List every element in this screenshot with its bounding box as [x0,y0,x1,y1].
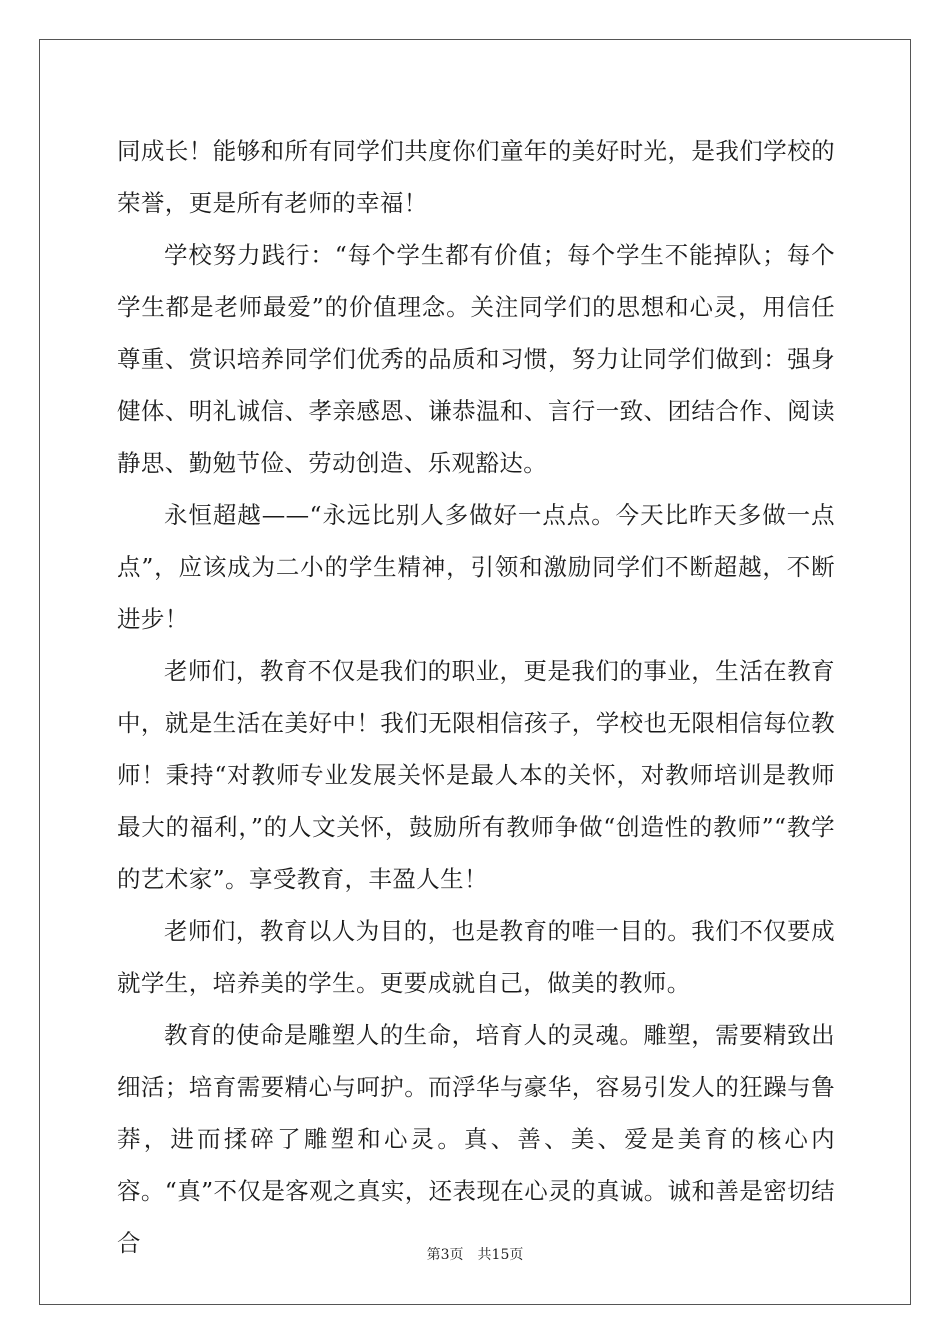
paragraph-5: 老师们，教育以人为目的，也是教育的唯一目的。我们不仅要成就学生，培养美的学生。更要成就自己，做美的教师。 [117,917,835,997]
page-total: 共15页 [477,1247,524,1263]
page-number: 第3页 [426,1247,464,1263]
page-footer [0,1244,950,1264]
paragraph-6: 教育的使命是雕塑人的生命，培育人的灵魂。雕塑，需要精致出细活；培育需要精心与呵护。而浮华与豪华，容易引发人的狂躁与鲁莽，进而揉碎了雕塑和心灵。真、善、美、爱是美育的核心内容。“真”不仅是客观之真实，还表现在心灵的真诚。诚和善是密切结合 [117,1021,835,1257]
paragraph-4: 老师们，教育不仅是我们的职业，更是我们的事业，生活在教育中，就是生活在美好中！我们无限相信孩子，学校也无限相信每位教师！秉持“对教师专业发展关怀是最人本的关怀，对教师培训是教师最大的福利，”的人文关怀，鼓励所有教师争做“创造性的教师”“教学的艺术家”。享受教育，丰盈人生！ [117,657,835,893]
paragraph-2: 学校努力践行：“每个学生都有价值；每个学生不能掉队；每个学生都是老师最爱”的价值理念。关注同学们的思想和心灵，用信任尊重、赏识培养同学们优秀的品质和习惯，努力让同学们做到：强身健体、明礼诚信、孝亲感恩、谦恭温和、言行一致、团结合作、阅读静思、勤勉节俭、劳动创造、乐观豁达。 [117,241,835,477]
paragraph-1: 同成长！能够和所有同学们共度你们童年的美好时光，是我们学校的荣誉，更是所有老师的幸福！ [117,137,835,217]
paragraph-3: 永恒超越——“永远比别人多做好一点点。今天比昨天多做一点点”，应该成为二小的学生精神，引领和激励同学们不断超越，不断进步！ [117,501,835,633]
document-body [117,125,835,1269]
